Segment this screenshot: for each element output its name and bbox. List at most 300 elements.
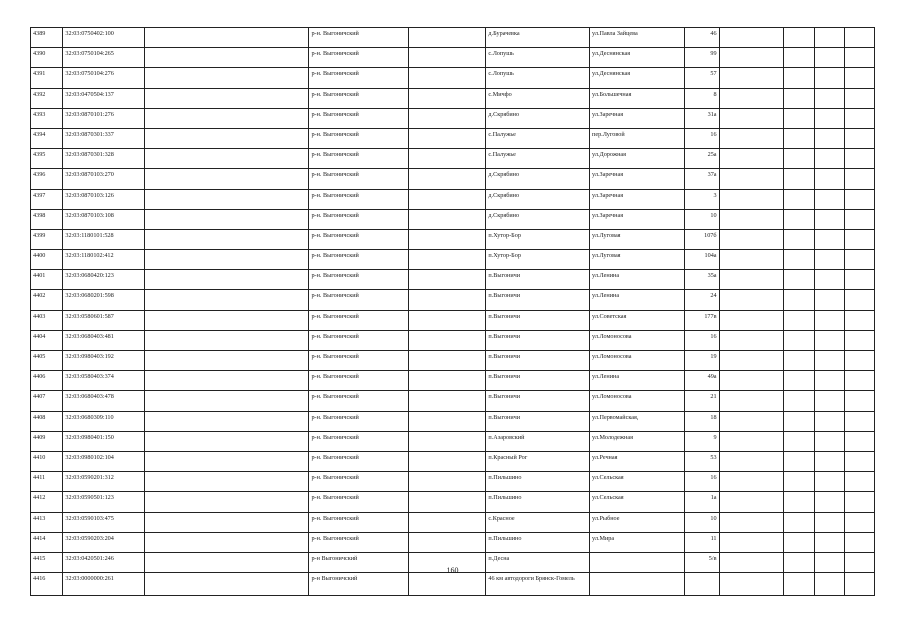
empty-cell <box>844 532 874 552</box>
street: ул.Деснянская <box>590 48 685 68</box>
empty-cell <box>145 431 309 451</box>
table-row <box>31 48 875 68</box>
empty-cell <box>145 310 309 330</box>
house-number: 10 <box>685 512 720 532</box>
empty-cell <box>145 149 309 169</box>
empty-cell <box>719 411 784 431</box>
cadastral-number: 32:03:0870301:337 <box>63 128 145 148</box>
row-number: 4416 <box>31 573 63 596</box>
empty-cell <box>844 573 874 596</box>
house-number: 16 <box>685 472 720 492</box>
table-row <box>31 532 875 552</box>
row-number: 4403 <box>31 310 63 330</box>
empty-cell <box>719 532 784 552</box>
district: р-н. Выгоничский <box>309 310 408 330</box>
empty-cell <box>408 209 486 229</box>
table-row <box>31 431 875 451</box>
house-number: 53 <box>685 451 720 471</box>
cadastral-number: 32:03:0980401:150 <box>63 431 145 451</box>
table-row <box>31 189 875 209</box>
locality: п.Выгоничи <box>486 330 590 350</box>
empty-cell <box>719 28 784 48</box>
house-number: 8 <box>685 88 720 108</box>
empty-cell <box>814 431 844 451</box>
table-row <box>31 88 875 108</box>
empty-cell <box>719 492 784 512</box>
empty-cell <box>784 229 814 249</box>
table-row <box>31 351 875 371</box>
street: ул.Ломоносова <box>590 351 685 371</box>
row-number: 4391 <box>31 68 63 88</box>
empty-cell <box>814 351 844 371</box>
empty-cell <box>408 270 486 290</box>
district: р-н. Выгоничский <box>309 108 408 128</box>
empty-cell <box>814 128 844 148</box>
street: ул.Большечная <box>590 88 685 108</box>
cadastral-number: 32:03:0590201:312 <box>63 472 145 492</box>
empty-cell <box>844 149 874 169</box>
empty-cell <box>784 371 814 391</box>
empty-cell <box>784 128 814 148</box>
district: р-н. Выгоничский <box>309 270 408 290</box>
district: р-н. Выгоничский <box>309 48 408 68</box>
cadastral-number: 32:03:0580601:587 <box>63 310 145 330</box>
house-number: 107б <box>685 229 720 249</box>
cadastral-number: 32:03:0680403:481 <box>63 330 145 350</box>
district: р-н. Выгоничский <box>309 169 408 189</box>
row-number: 4399 <box>31 229 63 249</box>
locality: п.Выгоничи <box>486 411 590 431</box>
locality: с.Мичфо <box>486 88 590 108</box>
street: ул.Деснянская <box>590 68 685 88</box>
empty-cell <box>784 532 814 552</box>
empty-cell <box>408 128 486 148</box>
empty-cell <box>844 411 874 431</box>
cadastral-number: 32:03:0590203:204 <box>63 532 145 552</box>
house-number: 9 <box>685 431 720 451</box>
empty-cell <box>814 330 844 350</box>
table-row <box>31 209 875 229</box>
empty-cell <box>784 391 814 411</box>
empty-cell <box>145 290 309 310</box>
empty-cell <box>408 310 486 330</box>
locality: п.Азаровский <box>486 431 590 451</box>
empty-cell <box>814 290 844 310</box>
empty-cell <box>145 229 309 249</box>
empty-cell <box>814 189 844 209</box>
house-number: 104а <box>685 250 720 270</box>
empty-cell <box>844 512 874 532</box>
cadastral-number: 32:03:0420501:246 <box>63 552 145 572</box>
table-row <box>31 472 875 492</box>
empty-cell <box>145 189 309 209</box>
table-row <box>31 330 875 350</box>
locality: с.Лопушь <box>486 68 590 88</box>
empty-cell <box>408 573 486 596</box>
row-number: 4395 <box>31 149 63 169</box>
district: р-н. Выгоничский <box>309 512 408 532</box>
empty-cell <box>145 270 309 290</box>
district: р-н. Выгоничский <box>309 330 408 350</box>
cadastral-number: 32:03:0750104:265 <box>63 48 145 68</box>
empty-cell <box>784 149 814 169</box>
cadastral-number: 32:03:0680420:123 <box>63 270 145 290</box>
row-number: 4407 <box>31 391 63 411</box>
empty-cell <box>719 229 784 249</box>
empty-cell <box>408 330 486 350</box>
district: р-н. Выгоничский <box>309 290 408 310</box>
locality: п.Красный Рог <box>486 451 590 471</box>
house-number: 10 <box>685 209 720 229</box>
empty-cell <box>719 48 784 68</box>
street <box>590 573 685 596</box>
house-number: 19 <box>685 351 720 371</box>
empty-cell <box>719 169 784 189</box>
empty-cell <box>844 209 874 229</box>
empty-cell <box>814 472 844 492</box>
empty-cell <box>844 250 874 270</box>
street: ул.Луговая <box>590 250 685 270</box>
table-row <box>31 28 875 48</box>
house-number: 31а <box>685 108 720 128</box>
empty-cell <box>844 68 874 88</box>
street: ул.Дорожная <box>590 149 685 169</box>
house-number: 16 <box>685 330 720 350</box>
empty-cell <box>145 391 309 411</box>
empty-cell <box>784 169 814 189</box>
empty-cell <box>145 472 309 492</box>
district: р-н. Выгоничский <box>309 371 408 391</box>
empty-cell <box>814 229 844 249</box>
street: ул.Ломоносова <box>590 330 685 350</box>
cadastral-number: 32:03:0680403:478 <box>63 391 145 411</box>
locality: п.Выгоничи <box>486 290 590 310</box>
street: ул.Заречная <box>590 108 685 128</box>
district: р-н Выгоничский <box>309 573 408 596</box>
row-number: 4413 <box>31 512 63 532</box>
house-number: 99 <box>685 48 720 68</box>
house-number: 3 <box>685 189 720 209</box>
street: ул.Ленина <box>590 290 685 310</box>
locality: п.Пильшино <box>486 532 590 552</box>
house-number <box>685 573 720 596</box>
empty-cell <box>145 209 309 229</box>
empty-cell <box>814 451 844 471</box>
empty-cell <box>844 351 874 371</box>
empty-cell <box>844 451 874 471</box>
empty-cell <box>784 472 814 492</box>
cadastral-number: 32:03:0980403:192 <box>63 351 145 371</box>
empty-cell <box>784 492 814 512</box>
cadastral-number: 32:03:0590501:123 <box>63 492 145 512</box>
empty-cell <box>784 330 814 350</box>
empty-cell <box>844 88 874 108</box>
table-row <box>31 108 875 128</box>
empty-cell <box>814 108 844 128</box>
empty-cell <box>844 128 874 148</box>
house-number: 18 <box>685 411 720 431</box>
empty-cell <box>784 250 814 270</box>
empty-cell <box>145 169 309 189</box>
empty-cell <box>814 250 844 270</box>
empty-cell <box>719 351 784 371</box>
row-number: 4411 <box>31 472 63 492</box>
empty-cell <box>844 189 874 209</box>
row-number: 4393 <box>31 108 63 128</box>
locality: с.Палужье <box>486 128 590 148</box>
locality: 46 км автодороги Брянск-Гомель <box>486 573 590 596</box>
row-number: 4394 <box>31 128 63 148</box>
empty-cell <box>784 270 814 290</box>
district: р-н. Выгоничский <box>309 128 408 148</box>
empty-cell <box>814 411 844 431</box>
street: ул.Советская <box>590 310 685 330</box>
table-row <box>31 290 875 310</box>
district: р-н. Выгоничский <box>309 411 408 431</box>
empty-cell <box>145 48 309 68</box>
street: ул.Сельская <box>590 472 685 492</box>
district: р-н. Выгоничский <box>309 149 408 169</box>
row-number: 4415 <box>31 552 63 572</box>
locality: п.Десна <box>486 552 590 572</box>
empty-cell <box>719 149 784 169</box>
empty-cell <box>408 451 486 471</box>
table-row <box>31 68 875 88</box>
empty-cell <box>844 431 874 451</box>
street: ул.Ломоносова <box>590 391 685 411</box>
empty-cell <box>145 371 309 391</box>
empty-cell <box>408 250 486 270</box>
street: ул.Заречная <box>590 169 685 189</box>
empty-cell <box>814 532 844 552</box>
table-row <box>31 371 875 391</box>
empty-cell <box>844 108 874 128</box>
empty-cell <box>814 149 844 169</box>
locality: п.Хутор-Бор <box>486 250 590 270</box>
empty-cell <box>408 68 486 88</box>
empty-cell <box>784 451 814 471</box>
row-number: 4404 <box>31 330 63 350</box>
empty-cell <box>814 512 844 532</box>
empty-cell <box>784 28 814 48</box>
row-number: 4390 <box>31 48 63 68</box>
table-row <box>31 492 875 512</box>
empty-cell <box>145 28 309 48</box>
row-number: 4401 <box>31 270 63 290</box>
empty-cell <box>145 128 309 148</box>
house-number: 11 <box>685 532 720 552</box>
cadastral-number: 32:03:0750104:276 <box>63 68 145 88</box>
locality: п.Выгоничи <box>486 391 590 411</box>
empty-cell <box>408 411 486 431</box>
empty-cell <box>814 28 844 48</box>
empty-cell <box>719 270 784 290</box>
empty-cell <box>784 209 814 229</box>
house-number: 5/в <box>685 552 720 572</box>
cadastral-number: 32:03:0590103:475 <box>63 512 145 532</box>
district: р-н. Выгоничский <box>309 28 408 48</box>
locality: д.Скрябино <box>486 108 590 128</box>
street: ул.Мира <box>590 532 685 552</box>
empty-cell <box>814 68 844 88</box>
table-row <box>31 128 875 148</box>
cadastral-number: 32:03:1180101:528 <box>63 229 145 249</box>
empty-cell <box>719 290 784 310</box>
cadastral-number: 32:03:0680309:110 <box>63 411 145 431</box>
empty-cell <box>408 149 486 169</box>
empty-cell <box>844 28 874 48</box>
empty-cell <box>719 371 784 391</box>
row-number: 4392 <box>31 88 63 108</box>
empty-cell <box>844 169 874 189</box>
empty-cell <box>408 351 486 371</box>
house-number: 25а <box>685 149 720 169</box>
row-number: 4412 <box>31 492 63 512</box>
empty-cell <box>408 472 486 492</box>
empty-cell <box>719 451 784 471</box>
cadastral-number: 32:03:0680201:598 <box>63 290 145 310</box>
table-row <box>31 149 875 169</box>
locality: с.Палужье <box>486 149 590 169</box>
district: р-н. Выгоничский <box>309 250 408 270</box>
locality: п.Выгоничи <box>486 270 590 290</box>
empty-cell <box>408 28 486 48</box>
empty-cell <box>784 189 814 209</box>
empty-cell <box>719 472 784 492</box>
house-number: 49а <box>685 371 720 391</box>
district: р-н. Выгоничский <box>309 451 408 471</box>
street: ул.Ленина <box>590 270 685 290</box>
empty-cell <box>719 310 784 330</box>
empty-cell <box>844 492 874 512</box>
row-number: 4398 <box>31 209 63 229</box>
table-row <box>31 270 875 290</box>
district: р-н. Выгоничский <box>309 391 408 411</box>
empty-cell <box>814 48 844 68</box>
district: р-н. Выгоничский <box>309 492 408 512</box>
empty-cell <box>408 391 486 411</box>
locality: д.Скрябино <box>486 209 590 229</box>
empty-cell <box>145 250 309 270</box>
page-number: 160 <box>446 566 459 575</box>
empty-cell <box>408 371 486 391</box>
street: ул.Первомайская, <box>590 411 685 431</box>
empty-cell <box>784 88 814 108</box>
empty-cell <box>719 512 784 532</box>
empty-cell <box>145 532 309 552</box>
empty-cell <box>784 68 814 88</box>
locality: п.Выгоничи <box>486 351 590 371</box>
empty-cell <box>408 48 486 68</box>
row-number: 4405 <box>31 351 63 371</box>
locality: с.Красное <box>486 512 590 532</box>
empty-cell <box>784 573 814 596</box>
district: р-н Выгоничский <box>309 552 408 572</box>
empty-cell <box>844 48 874 68</box>
registry-rows <box>31 28 875 596</box>
house-number: 21 <box>685 391 720 411</box>
locality: п.Пильшино <box>486 492 590 512</box>
locality: д.Скрябино <box>486 189 590 209</box>
empty-cell <box>145 512 309 532</box>
cadastral-number: 32:03:0870103:126 <box>63 189 145 209</box>
empty-cell <box>719 431 784 451</box>
cadastral-number: 32:03:0870103:270 <box>63 169 145 189</box>
empty-cell <box>408 108 486 128</box>
empty-cell <box>408 169 486 189</box>
house-number: 35а <box>685 270 720 290</box>
empty-cell <box>145 330 309 350</box>
district: р-н. Выгоничский <box>309 209 408 229</box>
street: ул.Речная <box>590 451 685 471</box>
cadastral-number: 32:03:0580403:374 <box>63 371 145 391</box>
street: ул.Рыбное <box>590 512 685 532</box>
empty-cell <box>784 411 814 431</box>
empty-cell <box>784 310 814 330</box>
house-number: 46 <box>685 28 720 48</box>
empty-cell <box>719 128 784 148</box>
registry-table <box>30 27 875 596</box>
row-number: 4406 <box>31 371 63 391</box>
empty-cell <box>719 88 784 108</box>
district: р-н. Выгоничский <box>309 68 408 88</box>
empty-cell <box>408 431 486 451</box>
empty-cell <box>408 229 486 249</box>
locality: д.Скрябино <box>486 169 590 189</box>
row-number: 4396 <box>31 169 63 189</box>
empty-cell <box>814 209 844 229</box>
empty-cell <box>408 492 486 512</box>
row-number: 4397 <box>31 189 63 209</box>
street: ул.Молодежная <box>590 431 685 451</box>
empty-cell <box>844 310 874 330</box>
empty-cell <box>719 108 784 128</box>
house-number: 16 <box>685 128 720 148</box>
empty-cell <box>784 431 814 451</box>
empty-cell <box>814 492 844 512</box>
district: р-н. Выгоничский <box>309 472 408 492</box>
empty-cell <box>844 472 874 492</box>
empty-cell <box>814 573 844 596</box>
locality: д.Бурачевка <box>486 28 590 48</box>
house-number: 57 <box>685 68 720 88</box>
locality: п.Выгоничи <box>486 371 590 391</box>
table-row <box>31 573 875 596</box>
empty-cell <box>814 169 844 189</box>
street: пер.Луговой <box>590 128 685 148</box>
empty-cell <box>145 573 309 596</box>
empty-cell <box>145 108 309 128</box>
district: р-н. Выгоничский <box>309 189 408 209</box>
empty-cell <box>814 310 844 330</box>
house-number: 24 <box>685 290 720 310</box>
table-row <box>31 451 875 471</box>
empty-cell <box>719 391 784 411</box>
empty-cell <box>145 88 309 108</box>
table-row <box>31 391 875 411</box>
table-row <box>31 169 875 189</box>
cadastral-number: 32:03:1180102:412 <box>63 250 145 270</box>
house-number: 37а <box>685 169 720 189</box>
empty-cell <box>814 270 844 290</box>
district: р-н. Выгоничский <box>309 88 408 108</box>
row-number: 4402 <box>31 290 63 310</box>
cadastral-number: 32:03:0870103:108 <box>63 209 145 229</box>
district: р-н. Выгоничский <box>309 532 408 552</box>
table-row <box>31 512 875 532</box>
empty-cell <box>719 189 784 209</box>
district: р-н. Выгоничский <box>309 229 408 249</box>
